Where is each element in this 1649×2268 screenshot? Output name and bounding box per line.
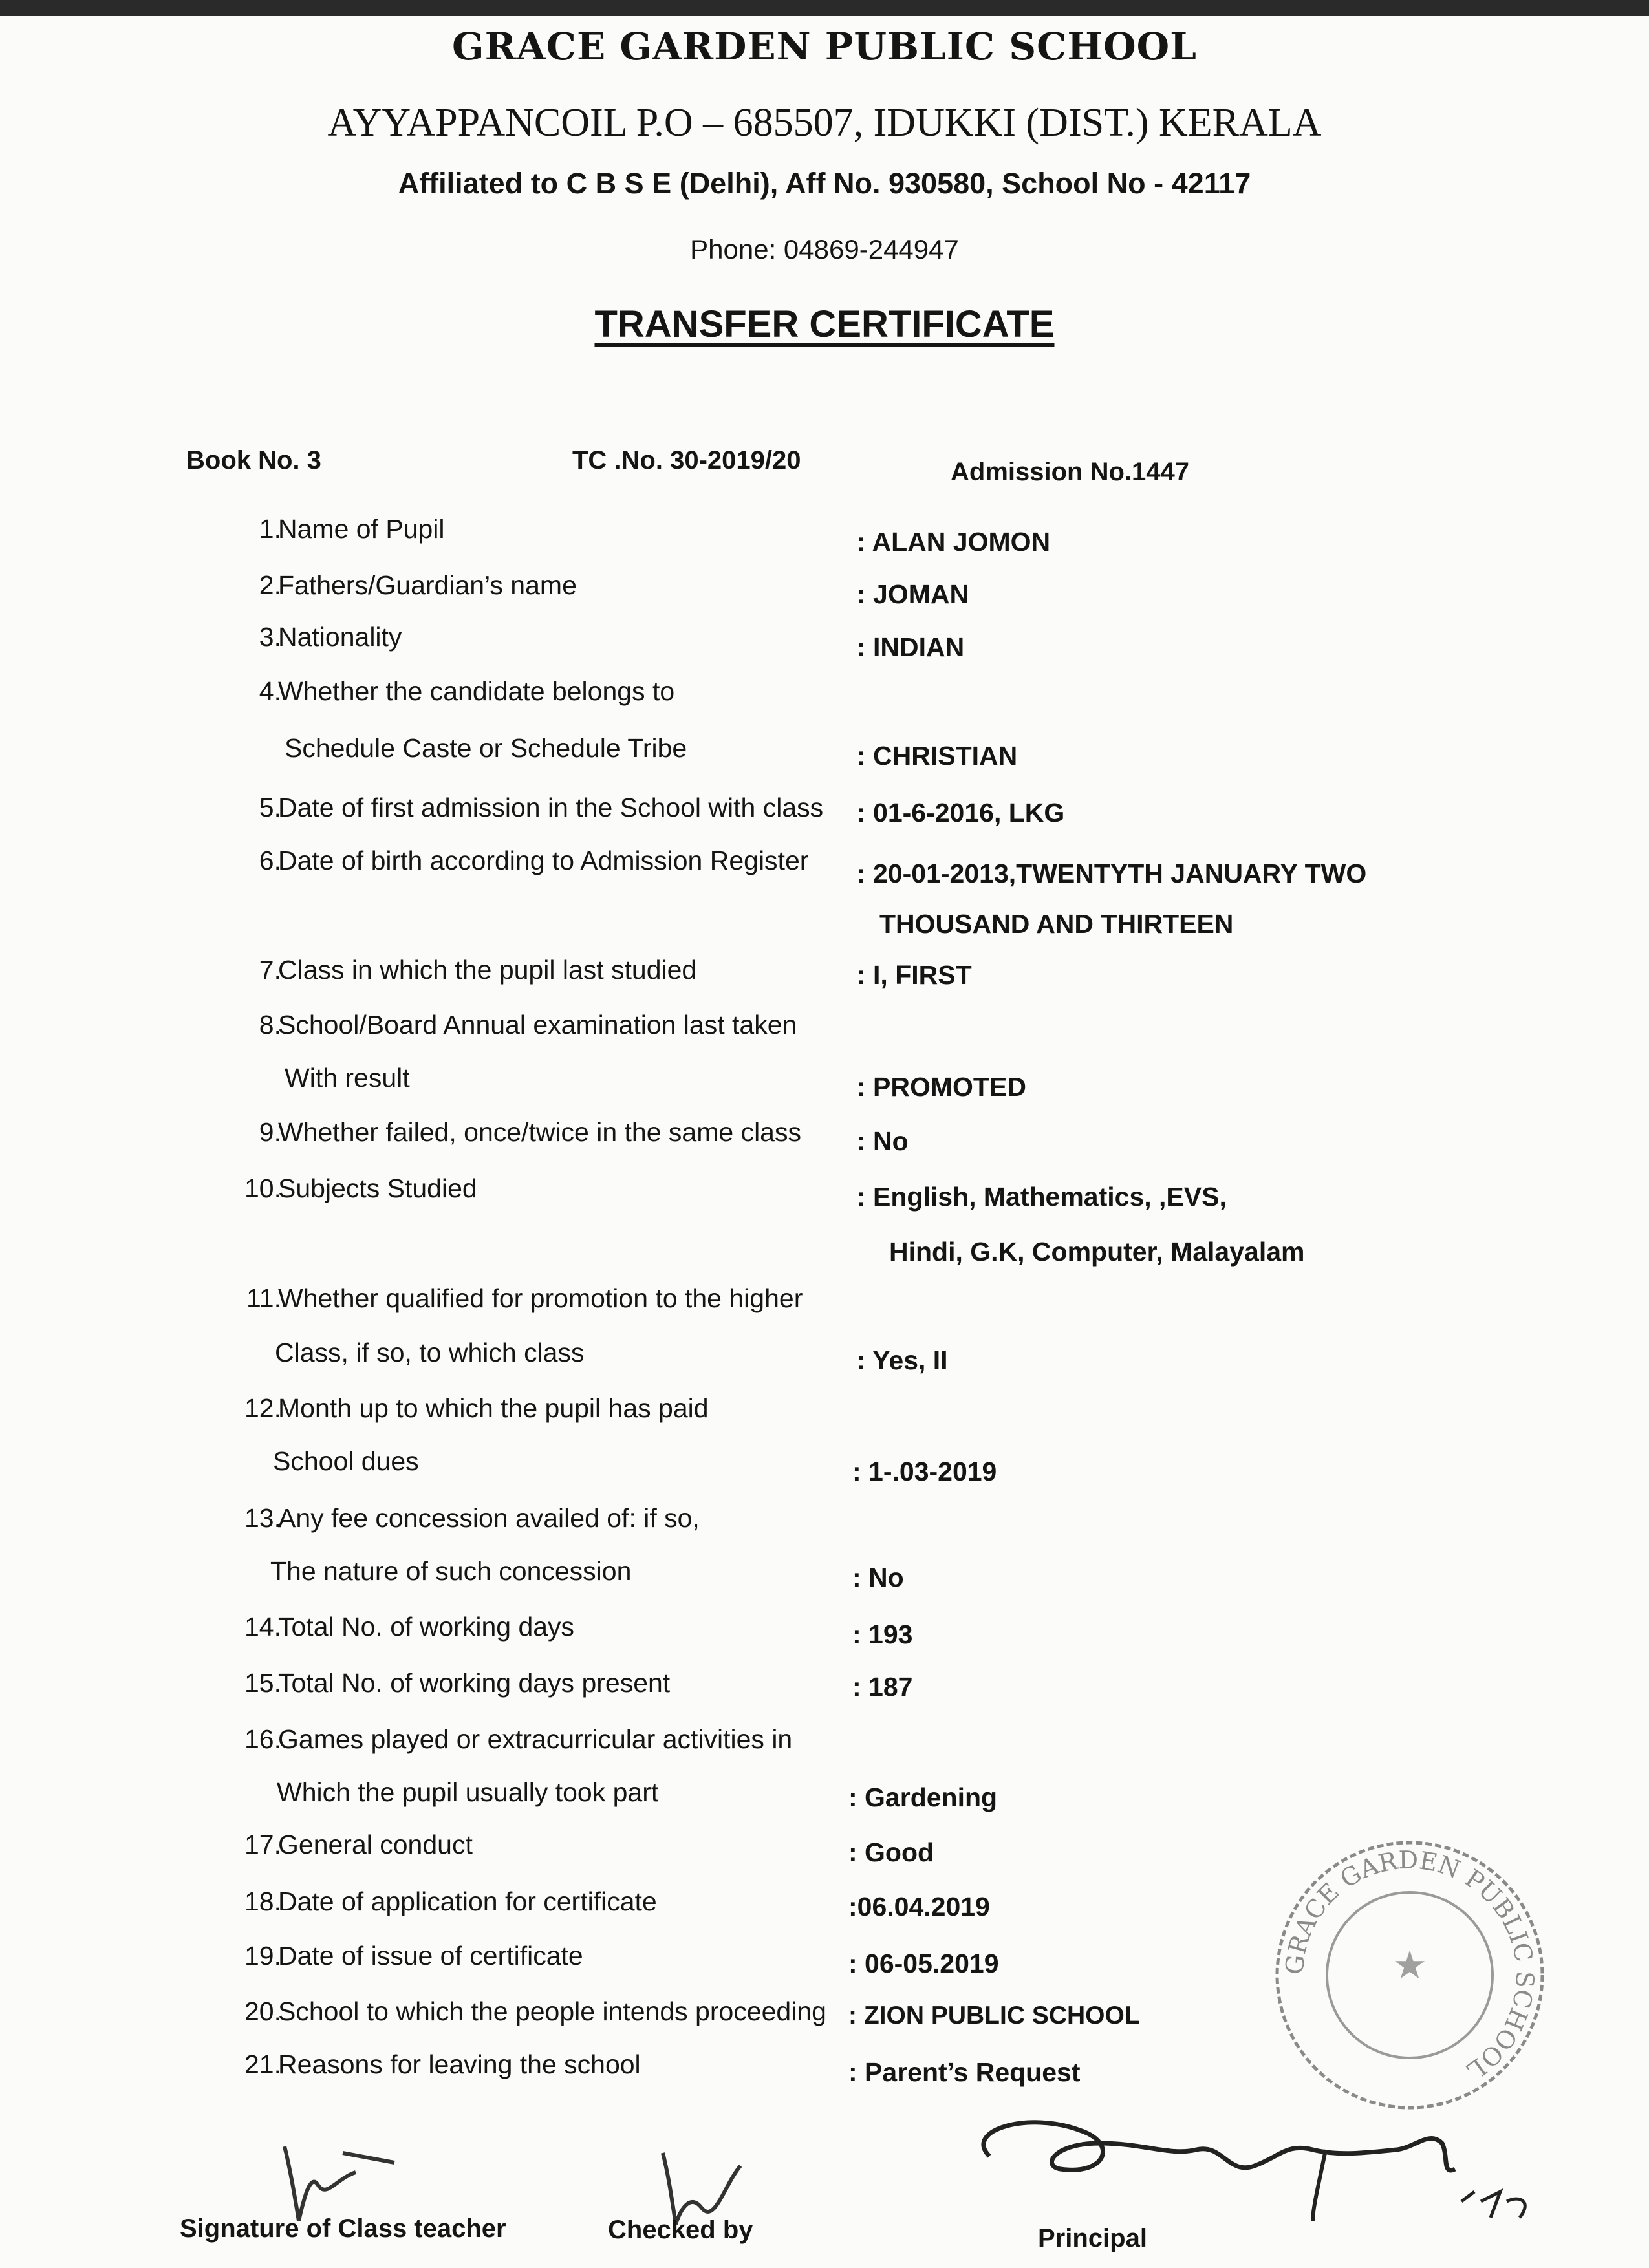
field-label: Whether the candidate belongs to: [278, 676, 675, 706]
field-label: Date of first admission in the School with class: [278, 793, 824, 822]
field-label-continued: School dues: [273, 1446, 419, 1476]
field-label-continued: With result: [285, 1063, 410, 1093]
field-number: 21.: [244, 2049, 281, 2079]
field-value: : 01-6-2016, LKG: [857, 798, 1065, 828]
field-label: Name of Pupil: [278, 514, 445, 544]
field-label: Whether failed, once/twice in the same class: [278, 1117, 801, 1147]
field-value: : Gardening: [848, 1782, 998, 1812]
field-label: Date of issue of certificate: [278, 1941, 583, 1971]
field-number: 1.: [259, 514, 281, 544]
field-value: : No: [852, 1563, 904, 1592]
school-phone: Phone: 04869-244947: [690, 234, 959, 264]
field-label: Class in which the pupil last studied: [278, 955, 697, 985]
field-label-continued: Schedule Caste or Schedule Tribe: [285, 733, 687, 763]
field-label: Any fee concession availed of: if so,: [278, 1503, 700, 1533]
field-label: Reasons for leaving the school: [278, 2049, 641, 2079]
field-label: School to which the people intends proceeding: [278, 1996, 826, 2026]
field-label: Subjects Studied: [278, 1173, 477, 1203]
school-seal-stamp: [1267, 1833, 1552, 2117]
field-number: 12.: [244, 1393, 281, 1423]
field-label: School/Board Annual examination last taken: [278, 1010, 797, 1040]
field-label: Total No. of working days: [278, 1612, 575, 1642]
field-label: Fathers/Guardian’s name: [278, 570, 577, 600]
field-number: 3.: [259, 622, 281, 652]
field-value: : 20-01-2013,TWENTYTH JANUARY TWO: [857, 859, 1367, 888]
field-label-continued: Which the pupil usually took part: [277, 1777, 659, 1807]
field-number: 9.: [259, 1117, 281, 1147]
field-number: 10.: [244, 1173, 281, 1203]
field-label: General conduct: [278, 1830, 473, 1859]
field-label: Date of birth according to Admission Register: [278, 846, 809, 875]
field-value: : 193: [852, 1620, 913, 1649]
field-value: : No: [857, 1126, 909, 1156]
field-number: 16.: [244, 1724, 281, 1754]
school-name: GRACE GARDEN PUBLIC SCHOOL: [452, 25, 1197, 69]
field-value: : English, Mathematics, ,EVS,: [857, 1182, 1227, 1212]
field-number: 14.: [244, 1612, 281, 1642]
field-value: : 187: [852, 1672, 913, 1702]
field-label: Whether qualified for promotion to the higher: [278, 1283, 803, 1313]
field-value: : Good: [848, 1837, 934, 1867]
field-value: : Yes, II: [857, 1345, 948, 1375]
school-affiliation: Affiliated to C B S E (Delhi), Aff No. 930580, School No - 42117: [398, 167, 1251, 200]
field-value: : JOMAN: [857, 579, 969, 609]
field-number: 13.: [244, 1503, 281, 1533]
field-number: 19.: [244, 1941, 281, 1971]
document-title-text: TRANSFER CERTIFICATE: [594, 303, 1055, 345]
field-number: 15.: [244, 1668, 281, 1698]
field-value: : ALAN JOMON: [857, 527, 1051, 557]
field-label: Nationality: [278, 622, 402, 652]
field-label: Month up to which the pupil has paid: [278, 1393, 709, 1423]
field-label: Date of application for certificate: [278, 1887, 657, 1916]
field-number: 4.: [259, 676, 281, 706]
school-address: AYYAPPANCOIL P.O – 685507, IDUKKI (DIST.) KERALA: [327, 101, 1322, 145]
field-value-continued: THOUSAND AND THIRTEEN: [879, 909, 1234, 939]
field-number: 8.: [259, 1010, 281, 1040]
field-value: :06.04.2019: [848, 1892, 990, 1921]
field-value: : I, FIRST: [857, 960, 972, 990]
field-number: 18.: [244, 1887, 281, 1916]
field-number: 6.: [259, 846, 281, 875]
scan-edge: [0, 0, 1649, 16]
seal-text: GRACE GARDEN PUBLIC SCHOOL: [1280, 1845, 1540, 2086]
field-number: 17.: [244, 1830, 281, 1859]
admission-number: Admission No.1447: [951, 458, 1190, 486]
field-number: 2.: [259, 570, 281, 600]
field-number: 7.: [259, 955, 281, 985]
document-title: [0, 303, 1649, 346]
principal-label: Principal: [1038, 2224, 1147, 2252]
checked-by-label: Checked by: [608, 2216, 753, 2244]
tc-number: TC .No. 30-2019/20: [572, 446, 801, 475]
field-label: Total No. of working days present: [278, 1668, 671, 1698]
field-label-continued: The nature of such concession: [270, 1556, 632, 1586]
field-number: 5.: [259, 793, 281, 822]
book-number: Book No. 3: [186, 446, 321, 475]
field-number: 20.: [244, 1996, 281, 2026]
field-value: : Parent’s Request: [848, 2057, 1081, 2087]
field-value: : 06-05.2019: [848, 1949, 999, 1978]
field-label-continued: Class, if so, to which class: [275, 1338, 585, 1367]
field-value: : ZION PUBLIC SCHOOL: [848, 2002, 1140, 2029]
field-value: : 1-.03-2019: [852, 1457, 997, 1486]
field-value: : PROMOTED: [857, 1072, 1026, 1102]
svg-text:★: ★: [1392, 1943, 1427, 1988]
field-number: 11.: [246, 1283, 281, 1313]
field-value: : CHRISTIAN: [857, 741, 1018, 771]
field-label: Games played or extracurricular activities in: [278, 1724, 793, 1754]
field-value: : INDIAN: [857, 632, 965, 662]
class-teacher-signature-label: Signature of Class teacher: [180, 2214, 506, 2243]
field-value-continued: Hindi, G.K, Computer, Malayalam: [889, 1237, 1305, 1267]
